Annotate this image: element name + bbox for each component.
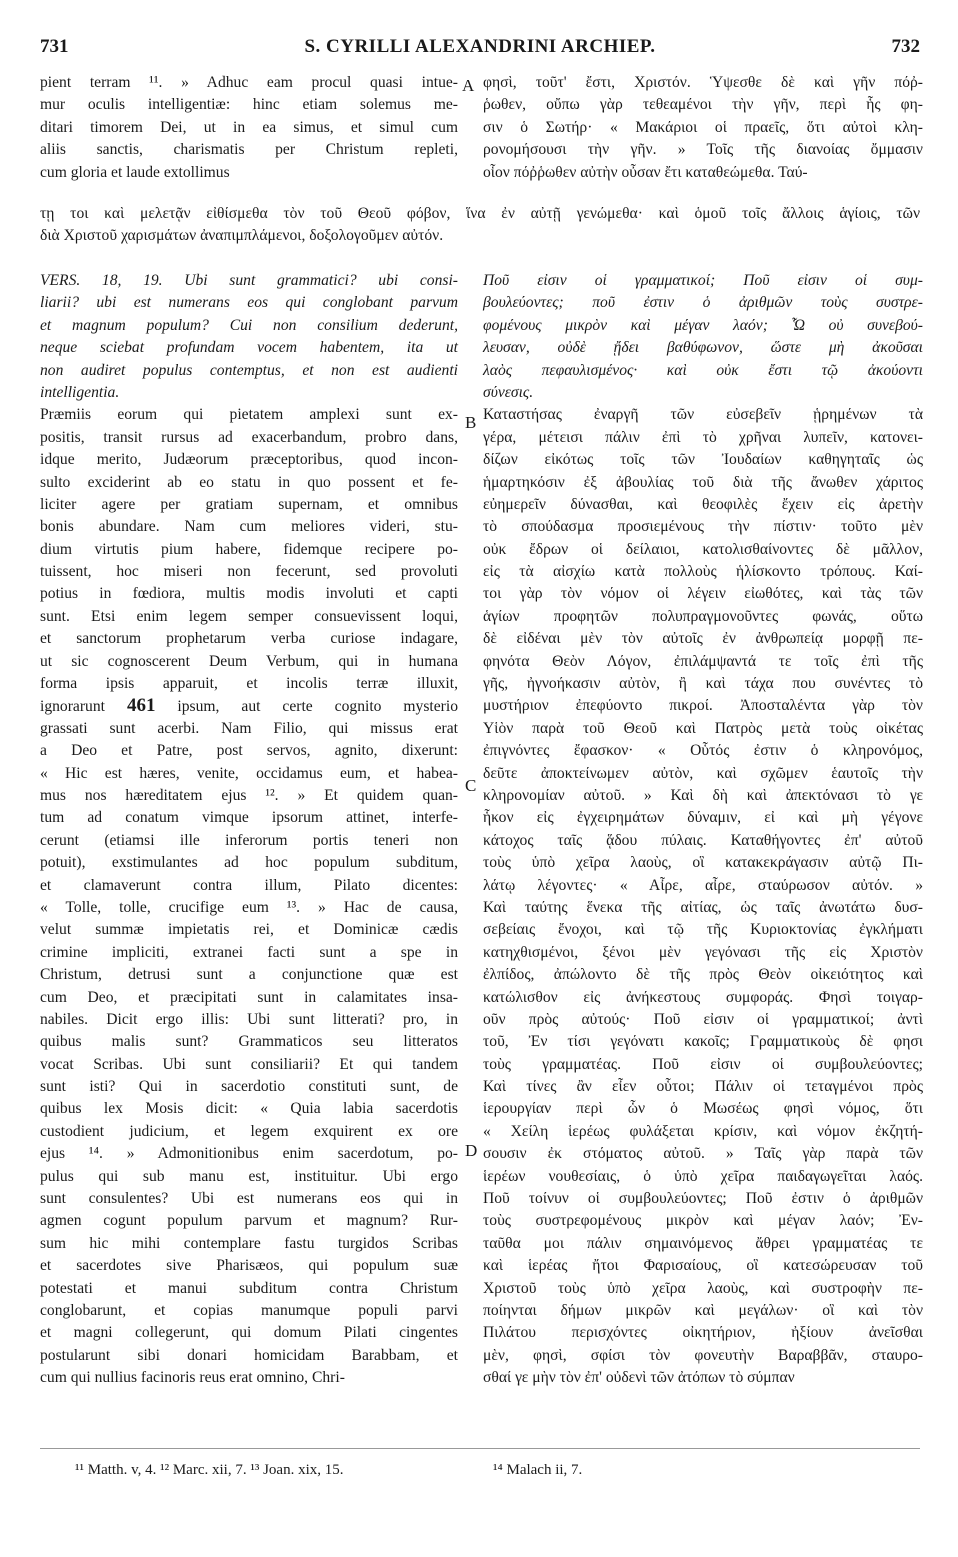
column-reference-number: 461 [126,695,156,717]
latin-text-line: grassati sunt acerbi. Nam Filio, qui missus erat [40,719,458,737]
footnotes-greek: ¹⁴ Malach ii, 7. [493,1462,583,1478]
latin-text-line: neque sciebat profundam vocem habentem, ita ut [40,339,458,357]
page-title: S. CYRILLI ALEXANDRINI ARCHIEP. [304,36,656,57]
latin-text-line: cum gloria et laude extollimus [40,163,230,181]
greek-text-line: Ποῦ εἰσιν οἱ γραμματικοί; Ποῦ εἰσιν οἱ συμ- [483,272,923,289]
latin-text-line: nabiles. Dicit ergo illis: Ubi sunt litterati? pro, in [40,1010,458,1028]
latin-text-line: ejus ¹⁴. » Admonitionibus enim sacerdotum, po- [40,1145,458,1163]
greek-text-line: σθαί γε μὴν τὸν ἐπ' οὐδενὶ τῶν ἀτόπων τὸ σύμπαν [483,1369,795,1387]
latin-text-line: crimine impliciti, extranei facti sunt a spe in [40,943,458,961]
latin-text-line: et magnum populum? Cui non consilium dederunt, [40,316,458,334]
greek-spanning-text [40,203,920,248]
latin-text-line: idque merito, Judæorum præceptoribus, quod incon- [40,451,458,469]
greek-text-line: ποίηνται δήμων μικρῶν καὶ μεγάλων· οἳ καὶ τὸν [483,1301,923,1319]
section-marker-d: D [465,1141,478,1160]
greek-text-line: διὰ Χριστοῦ χαρισμάτων ἀναπιμπλάμενοι, δοξολογοῦμεν αὐτόν. [40,227,444,245]
latin-text-line: VERS. 18, 19. Ubi sunt grammatici? ubi consi- [40,272,458,289]
greek-text-line: Χριστοῦ τοὺς ὑπὸ χεῖρα λαοὺς, καὶ συστροφὴν πε- [483,1279,923,1297]
latin-text-line: potuit), exstimulantes ad hoc populum subditum, [40,854,458,872]
greek-text-line: κάτοχος ταῖς ᾅδου πύλαις. Καταθήγοντες ἐπ' αὐτοῦ [483,831,923,849]
latin-text-line: et sanctorum prophetarum verba curiose indagare, [40,630,458,648]
latin-text-line: forma ipsis apparuit, et incolis terræ illuxit, [40,675,458,693]
greek-text-line: Πιλάτου περισχόντες οἰκητήριον, ἠξίουν ἀνεῖσθαι [483,1324,923,1342]
latin-column [40,270,458,1390]
greek-text-line: σύνεσις. [483,383,534,401]
greek-text-line: τοι γὰρ τὸν νόμον οἱ λέγειν εἰωθότες, καὶ τὰς τῶν [483,585,923,603]
greek-column-top [483,72,923,184]
latin-text-line: potestati et manui subditum contra Christum [40,1279,458,1297]
greek-text-line: ἡμαρτηκόσιν ἐξ ἀβουλίας τοῦ διὰ τῆς ἄνωθεν χάριτος [483,473,923,491]
greek-text-line: βουλεύοντες; ποῦ ἐστιν ὁ ἀριθμῶν τοὺς συστρε- [483,294,923,312]
greek-text-line: λευσαν, οὐδὲ ᾔδει βαθύφωνον, ὥστε μὴ ἀκοῦσαι [483,339,923,357]
latin-text-line: « Tolle, tolle, crucifige eum ¹³. » Hac de causa, [40,898,458,916]
greek-text-line: κατώλισθον εἰς ἀνήκεστους συμφοράς. Φησὶ τοιγαρ- [483,988,923,1006]
latin-text-line: intelligentia. [40,383,120,401]
greek-text-line: Καὶ τίνες ἂν εἶεν οὗτοι; Πάλιν οἱ τεταγμένοι πρὸς [483,1078,923,1096]
greek-column [483,270,923,1390]
greek-text-line: καὶ ἱερέας ἤτοι Φαρισαίους, οἳ κατεσώρευσαν τοῦ [483,1257,923,1275]
latin-text-line: mur oculis intelligentiæ: hinc etiam solemus me- [40,96,458,114]
greek-text-line: κατηχθισμένοι, ξένοι μὲν γεγόνασι τῆς εἰς Χριστὸν [483,943,923,961]
greek-text-line: δὲ εἰδέναι μὲν τὸν αὐτοῖς ἐν ἀνθρωπείᾳ μορφῇ πε- [483,630,923,648]
greek-text-line: τοῦ, Ἐν τίσι γεγόνατι κακοῖς; Γραμματικοὺς δὲ φησι [483,1033,923,1051]
greek-text-line: ρονομήσουσι τὴν γῆν. » Τοῖς τῆς διανοίας ὄμμασιν [483,141,923,159]
greek-text-line: οῦν πρὸς αὐτούς· Ποῦ εἰσιν οἱ γραμματικοί; ἀντὶ [483,1010,923,1028]
greek-text-line: Υἱὸν παρὰ τοῦ Θεοῦ καὶ Πατρὸς μετὰ τοὺς οἰκέτας [483,719,923,737]
latin-text-line: custodient judicium, et legem exquirent ex ore [40,1122,458,1140]
greek-text-line: σιν ὁ Σωτήρ· « Μακάριοι οἱ πραεῖς, ὅτι αὐτοὶ κλη- [483,118,923,136]
greek-text-line: οἷον πόῤῥωθεν αὐτὴν οὖσαν ἔτι καταθεώμεθα. Ταύ- [483,163,808,181]
latin-text-line: et sacerdotes sive Pharisæos, qui populum suæ [40,1257,458,1275]
greek-text-line: τοὺς γραμματέας. Ποῦ εἰσιν οἱ συμβουλεύοντες; [483,1055,923,1073]
latin-text-line: mus nos hæreditatem ejus ¹². » Et quidem quan- [40,786,458,804]
latin-text-line: aliis sanctis, charismatis per Christum repleti, [40,141,458,159]
latin-text-line: ut sic cognoscerent Deum Verbum, qui in humana [40,652,458,670]
latin-text-line: ignorarunt 461 ipsum, aut certe cognito mysterio [40,695,459,717]
latin-text-line: potius in fœdiora, multis modis involuti et capti [40,585,458,603]
greek-text-line: μὲν, φησὶ, σφίσι τὸν φονευτὴν Βαραββᾶν, σταυρο- [483,1346,923,1364]
greek-text-line: γέρα, μέτεισι πάλιν ἐπὶ τὸ χρῆναι λυπεῖν, κατονει- [483,428,923,446]
greek-text-line: λάτῳ λέγοντες· « Αἶρε, αἶρε, σταύρωσον αὐτόν. » [483,876,923,894]
greek-text-line: τὸ σπούδασμα προσιεμένους τὴν πίστιν· τοῦτο μὲν [483,518,923,536]
latin-text-line: pient terram ¹¹. » Adhuc eam procul quasi intue- [40,74,458,91]
greek-text-line: δεῦτε ἀποκτείνωμεν αὐτὸν, καὶ σχῶμεν ἑαυτοῖς τὴν [483,764,923,782]
latin-text-line: et magni collegerunt, qui domum Pilati cingentes [40,1324,458,1342]
greek-text-line: φηνότα Θεὸν Λόγον, ἐπιλάμψαντά τε τοῖς ἐπὶ τῆς [483,652,923,670]
latin-text-line: liciter agere per gratiam supernam, et omnibus [40,495,458,513]
latin-text-line: sunt consulentes? Ubi est numerans eos qui in [40,1190,458,1208]
latin-text-line: Christum, detrusi sunt a conjunctione quæ est [40,966,458,984]
section-marker-b: B [465,413,477,432]
latin-text-line: tuissent, hoc miseri non fecerunt, sed provoluti [40,563,458,581]
latin-text-line: postularunt sibi donari homicidam Barabbam, et [40,1346,458,1364]
latin-text-line: positis, transit rursus ad exacerbandum, probro dans, [40,428,458,446]
latin-text-line: cerunt (etiamsi ille inferorum portis teneri non [40,831,458,849]
greek-text-line: εἰς τὰ αἰσχίω κατὰ πολλοὺς ἡλίσκοντο τρόπους. Καί- [483,563,923,581]
greek-text-line: ταῦθα μοι πάλιν σημαινόμενος ἄθρει γραμματέας τε [483,1234,923,1252]
latin-text-line: tum ad conatum vimque ipsorum attinet, interfe- [40,809,458,827]
greek-text-line: σεβείαις ἔνοχοι, καὶ τῷ τῆς Κυριοκτονίας ἐγκλήματι [483,921,923,939]
right-page-number: 732 [891,36,920,57]
latin-text-line: dium virtutis pium habere, fidemque recipere po- [40,540,458,558]
latin-text-line: sum hic mihi contemplare fastu turgidos Scribas [40,1234,458,1252]
greek-text-line: κληρονομίαν αὐτοῦ. » Καὶ δὴ καὶ ἀπεκτόνασι τὸ γε [483,786,923,804]
greek-text-line: λαὸς πεφαυλισμένος· καὶ οὐκ ἔστι τῷ ἀκούοντι [483,361,923,379]
footnotes-latin: ¹¹ Matth. v, 4. ¹² Marc. xii, 7. ¹³ Joan. xix, 15. [75,1462,344,1478]
greek-text-line: τοὺς συστρεφομένους μικρὸν καὶ μέγαν λαόν; Ἐν- [483,1212,923,1230]
greek-text-line: ῥωθεν, οὔπω γὰρ τεθεαμένοι τὴν γῆν, περὶ ἧς φη- [483,96,923,114]
latin-text-line: quibus lex Mosis dicit: « Quia labia sacerdotis [40,1100,458,1118]
greek-text-line: ἧκον εἰς ἐγχειρημάτων δύναμιν, εἰ καὶ μὴ γέγονε [483,809,923,827]
latin-text-line: sunt isti? Qui in sacerdotio constituti sunt, de [40,1078,458,1096]
left-page-number: 731 [40,36,69,57]
latin-text-line: ditari timorem Dei, ut in ea simus, et simul cum [40,118,458,136]
latin-text-line: a Deo et Patre, post servos, agnito, dixerunt: [40,742,458,760]
latin-text-line: conglobarunt, et copias manumque populi parvi [40,1301,458,1319]
latin-text-line: quibus malis sunt? Grammaticos seu litteratos [40,1033,458,1051]
latin-text-line: Præmiis eorum qui pietatem amplexi sunt ex- [40,406,458,424]
latin-text-line: pulus qui sub manu est, instituitur. Ubi ergo [40,1167,458,1185]
greek-text-line: ἐλπίδος, ἀπώλοντο δὲ τῆς πρὸς Θεὸν οἰκειότητος καὶ [483,966,923,984]
greek-text-line: τοὺς ὑπὸ χεῖρα λαοὺς, οἳ κατακεκράγασιν αὐτῷ Πι- [483,854,923,872]
greek-text-line: Καταστήσας ἐναργῆ τῶν εὐσεβεῖν ᾑρημένων τὰ [483,406,923,424]
greek-text-line: ἐπιγνόντες ἔφασκον· « Οὗτός ἐστιν ὁ κληρονόμος, [483,742,923,760]
greek-text-line: ἁγίων προφητῶν πολυπραγμονοῦντες φωνάς, οὕτω [483,607,923,625]
greek-text-line: ἱερουργίαν περὶ ὧν ὁ Μωσέως φησὶ νόμος, ὅτι [483,1100,923,1118]
latin-text-line: sunt. Etsi enim legem semper consuevissent loqui, [40,607,458,625]
greek-text-line: Καὶ ταύτης ἕνεκα τῆς αἰτίας, ὡς ταῖς ἀνωτάτω δυσ- [483,898,923,916]
greek-text-line: φομένους μικρὸν καὶ μέγαν λαόν; Ὧ οὐ συνεβού- [483,316,923,334]
greek-text-line: γῆς, ἠγνοήκασιν αὐτὸν, ἢ καὶ τάχα που συνέντες τὸ [483,675,923,693]
greek-text-line: « Χείλη ἱερέως φυλάξεται κρίσιν, καὶ νόμον ἐκζητή- [483,1122,923,1140]
latin-text-line: bonis abundare. Nam cum meliores videri, stu- [40,518,458,536]
footnote-rule [40,1448,920,1449]
latin-column-top [40,72,458,184]
greek-text-line: Ποῦ τοίνυν οἱ συμβουλεύοντες; Ποῦ ἐστιν ὁ ἀριθμῶν [483,1190,923,1208]
latin-text-line: vocat Scribas. Ubi sunt consiliarii? Et qui tandem [40,1055,458,1073]
section-marker-c: C [465,776,477,795]
running-header [40,36,920,62]
latin-text-line: non audiret populus contemptus, et non est audienti [40,361,458,379]
greek-text-line: φησὶ, τοῦτ' ἔστι, Χριστόν. Ὑψεσθε δὲ καὶ γῆν πόῤ- [483,74,923,91]
greek-text-line: οὐκ ἔδρων οἱ δείλαιοι, κατολισθαίνοντες δὲ μᾶλλον, [483,540,923,558]
latin-text-line: sulto exciderint ab eo statu in quo possent et fe- [40,473,458,491]
greek-text-line: ἱερέων νουθεσίαις, ὁ ὑπὸ χεῖρα παιδαγωγεῖται λαός. [483,1167,923,1185]
latin-text-line: liarii? ubi est numerans eos qui conglobant parvum [40,294,458,312]
section-marker-a: A [462,76,475,95]
latin-text-line: agmen cogunt populum parvum et magnum? Rur- [40,1212,458,1230]
greek-text-line: τῃ τοι καὶ μελετᾷν εἰθίσμεθα τὸν τοῦ Θεοῦ φόβον, ἵνα ἐν αὐτῇ γενώμεθα· καὶ ὁμοῦ τοῖς ἄλλοις ἁγίοις, τῶν [40,205,920,222]
latin-text-line: cum Deo, et præcipitati sunt in calamitates insa- [40,988,458,1006]
greek-text-line: εὐημερεῖν δύνασθαι, καὶ θεοφιλὲς ἔχειν εἰς ἀρετὴν [483,495,923,513]
latin-text-line: « Hic est hæres, venite, occidamus eum, et habea- [40,764,458,782]
latin-text-line: et clamaverunt contra illum, Pilato dicentes: [40,876,458,894]
greek-text-line: μυστήριον ἐπεφύοντο πικροί. Ἀποσταλέντα γὰρ τὸν [483,697,923,715]
greek-text-line: σουσιν ἐκ στόματος αὐτοῦ. » Ταῖς γὰρ παρὰ τῶν [483,1145,923,1163]
latin-text-line: velut summæ impietatis rei, et Dominicæ cædis [40,921,458,939]
greek-text-line: δίζων εἰκότως τοῖς τῶν Ἰουδαίων καθηγηταῖς ὡς [483,451,923,469]
latin-text-line: cum qui nullius facinoris reus erat omnino, Chri- [40,1369,345,1387]
